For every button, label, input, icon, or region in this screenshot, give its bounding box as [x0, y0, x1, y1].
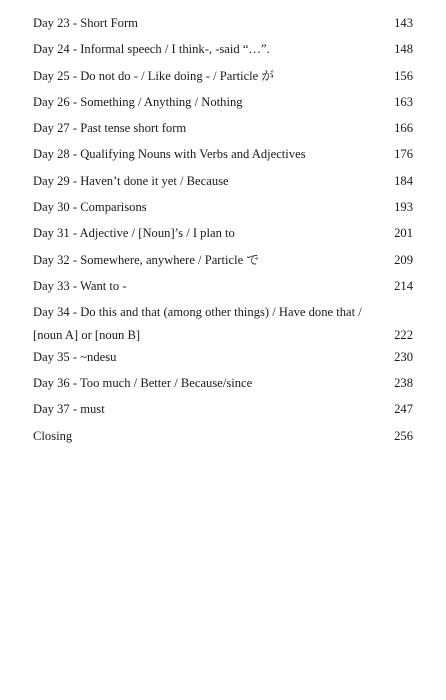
table-of-contents	[33, 14, 413, 453]
dot-leader	[73, 427, 393, 437]
toc-entry-page: 201	[394, 226, 413, 241]
toc-entry-title: Day 33 - Want to -	[33, 278, 127, 293]
toc-entry-title: Day 29 - Haven’t done it yet / Because	[33, 173, 229, 188]
toc-entry-day-29[interactable]	[33, 172, 413, 198]
toc-entry-day-34[interactable]	[33, 303, 413, 348]
toc-entry-closing[interactable]	[33, 427, 413, 453]
dot-leader	[117, 348, 393, 358]
toc-entry-title: Day 37 - must	[33, 402, 105, 417]
toc-entry-page: 222	[394, 327, 413, 342]
dot-leader	[244, 93, 394, 103]
toc-entry-page: 184	[394, 173, 413, 188]
toc-entry-title: [noun A] or [noun B]	[33, 327, 141, 342]
toc-entry-page: 256	[394, 428, 413, 443]
toc-entry-title: Closing	[33, 428, 73, 443]
toc-entry-title: Day 28 - Qualifying Nouns with Verbs and Adjectives	[33, 147, 306, 162]
toc-entry-day-36[interactable]	[33, 374, 413, 400]
toc-entry-day-23[interactable]	[33, 14, 413, 40]
dot-leader	[275, 67, 393, 77]
dot-leader	[230, 172, 394, 182]
toc-entry-page: 148	[394, 42, 413, 57]
toc-entry-page: 166	[394, 121, 413, 136]
dot-leader	[148, 198, 393, 208]
dot-leader	[106, 400, 393, 410]
toc-entry-title: Day 27 - Past tense short form	[33, 121, 187, 136]
toc-entry-title: Day 30 - Comparisons	[33, 200, 147, 215]
dot-leader	[187, 119, 393, 129]
dot-leader	[128, 277, 394, 287]
toc-entry-title: Day 35 - ~ndesu	[33, 349, 117, 364]
dot-leader	[139, 14, 393, 24]
dot-leader	[271, 40, 393, 50]
toc-entry-page: 193	[394, 200, 413, 215]
dot-leader	[253, 374, 393, 384]
toc-entry-day-24[interactable]	[33, 40, 413, 66]
toc-entry-title: Day 32 - Somewhere, anywhere / Particle で	[33, 252, 259, 267]
toc-entry-day-35[interactable]	[33, 348, 413, 374]
toc-entry-title: Day 31 - Adjective / [Noun]’s / I plan to	[33, 226, 235, 241]
toc-entry-page: 209	[394, 252, 413, 267]
toc-entry-title: Day 23 - Short Form	[33, 16, 138, 30]
toc-entry-page: 156	[394, 68, 413, 83]
toc-entry-day-26[interactable]	[33, 93, 413, 119]
toc-entry-page: 214	[394, 278, 413, 293]
toc-entry-title: Day 36 - Too much / Better / Because/since	[33, 376, 253, 391]
dot-leader	[307, 145, 394, 155]
toc-entry-day-32[interactable]	[33, 251, 413, 277]
toc-entry-day-37[interactable]	[33, 400, 413, 426]
toc-entry-day-27[interactable]	[33, 119, 413, 145]
toc-entry-page: 163	[394, 94, 413, 109]
toc-entry-page: 176	[394, 147, 413, 162]
dot-leader	[141, 326, 393, 336]
toc-entry-day-25[interactable]	[33, 67, 413, 93]
dot-leader	[260, 251, 393, 261]
toc-entry-title: Day 25 - Do not do - / Like doing - / Particle が	[33, 68, 274, 83]
toc-entry-page: 230	[394, 349, 413, 364]
toc-entry-title: Day 24 - Informal speech / I think-, -said “…”.	[33, 42, 270, 57]
toc-entry-day-33[interactable]	[33, 277, 413, 303]
toc-entry-day-28[interactable]	[33, 145, 413, 171]
toc-entry-page: 247	[394, 402, 413, 417]
toc-entry-page: 238	[394, 376, 413, 391]
toc-entry-title-line1: Day 34 - Do this and that (among other things) / Have done that /	[33, 305, 362, 320]
toc-entry-day-30[interactable]	[33, 198, 413, 224]
dot-leader	[236, 224, 393, 234]
toc-entry-title: Day 26 - Something / Anything / Nothing	[33, 94, 243, 109]
toc-entry-day-31[interactable]	[33, 224, 413, 250]
toc-entry-page: 143	[394, 16, 413, 30]
